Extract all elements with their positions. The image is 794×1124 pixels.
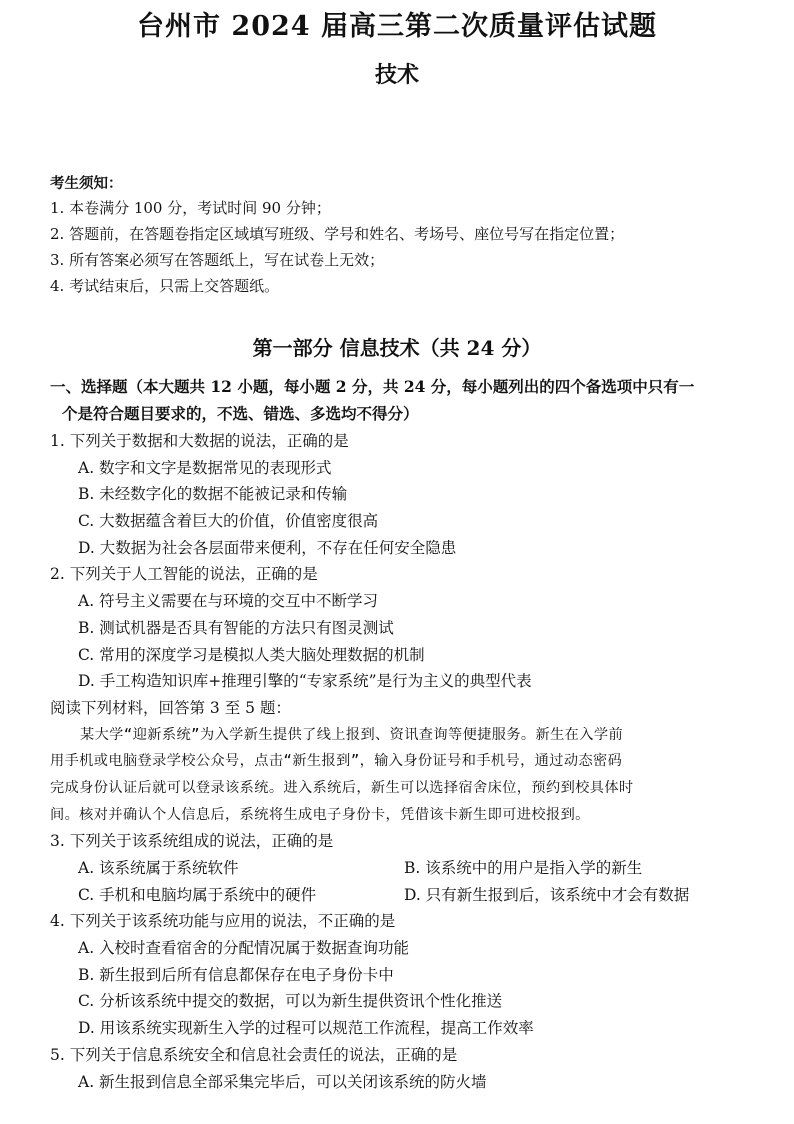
question-option: D. 手工构造知识库+推理引擎的“专家系统”是行为主义的典型代表 xyxy=(78,672,532,691)
reading-passage-line: 完成身份认证后就可以登录该系统。进入系统后，新生可以选择宿舍床位，预约到校具体时 xyxy=(50,779,634,796)
option-row xyxy=(50,855,780,882)
question-stem: 1. 下列关于数据和大数据的说法，正确的是 xyxy=(50,432,349,450)
question-option: D. 大数据为社会各层面带来便利，不存在任何安全隐患 xyxy=(78,538,457,557)
instructions-line: 个是符合题目要求的，不选、错选、多选均不得分） xyxy=(62,404,419,423)
question-option: D. 只有新生报到后，该系统中才会有数据 xyxy=(404,885,690,904)
question-option: B. 未经数字化的数据不能被记录和传输 xyxy=(78,485,348,504)
question-stem: 4. 下列关于该系统功能与应用的说法，不正确的是 xyxy=(50,912,396,931)
reading-passage-line: 间。核对并确认个人信息后，系统将生成电子身份卡，凭借该卡新生即可进校报到。 xyxy=(50,806,590,823)
question-option: C. 大数据蕴含着巨大的价值，价值密度很高 xyxy=(78,512,379,531)
option-row xyxy=(50,882,780,909)
subject-title: 技术 xyxy=(374,62,419,88)
question-option: C. 手机和电脑均属于系统中的硬件 xyxy=(78,885,317,904)
notice-item: 4. 考试结束后，只需上交答题纸。 xyxy=(50,277,280,295)
section-title: 第一部分 信息技术（共 24 分） xyxy=(252,336,542,360)
question-option: D. 用该系统实现新生入学的过程可以规范工作流程，提高工作效率 xyxy=(78,1019,534,1038)
candidate-notice xyxy=(50,173,770,299)
question-option: A. 该系统属于系统软件 xyxy=(78,859,239,877)
question-option: B. 该系统中的用户是指入学的新生 xyxy=(404,859,643,877)
notice-item: 2. 答题前，在答题卷指定区域填写班级、学号和姓名、考场号、座位号写在指定位置； xyxy=(50,225,625,243)
reading-passage-line: 用手机或电脑登录学校公众号，点击“新生报到”，输入身份证号和手机号，通过动态密码 xyxy=(50,753,623,770)
notice-heading: 考生须知： xyxy=(50,175,123,192)
question-option: C. 分析该系统中提交的数据，可以为新生提供资讯个性化推送 xyxy=(78,992,503,1011)
question-stem: 2. 下列关于人工智能的说法，正确的是 xyxy=(50,565,318,584)
question-option: C. 常用的深度学习是模拟人类大脑处理数据的机制 xyxy=(78,645,425,664)
reading-passage-line: 某大学“迎新系统”为入学新生提供了线上报到、资讯查询等便捷服务。新生在入学前 xyxy=(80,726,624,743)
instructions-line: 一、选择题（本大题共 12 小题，每小题 2 分，共 24 分，每小题列出的四个备选项中只有一 xyxy=(50,377,695,396)
reading-intro: 阅读下列材料，回答第 3 至 5 题： xyxy=(50,698,291,717)
question-option: A. 符号主义需要在与环境的交互中不断学习 xyxy=(78,592,379,611)
choice-instructions xyxy=(50,373,778,427)
question-stem: 3. 下列关于该系统组成的说法，正确的是 xyxy=(50,832,334,851)
question-option: A. 数字和文字是数据常见的表现形式 xyxy=(78,458,332,477)
notice-item: 1. 本卷满分 100 分，考试时间 90 分钟； xyxy=(50,199,331,217)
question-list xyxy=(50,428,780,1095)
question-option: B. 测试机器是否具有智能的方法只有图灵测试 xyxy=(78,618,394,637)
notice-item: 3. 所有答案必须写在答题纸上，写在试卷上无效； xyxy=(50,251,385,269)
question-stem: 5. 下列关于信息系统安全和信息社会责任的说法，正确的是 xyxy=(50,1045,458,1064)
exam-title: 台州市 2024 届高三第二次质量评估试题 xyxy=(137,11,657,42)
question-option: A. 新生报到信息全部采集完毕后，可以关闭该系统的防火墙 xyxy=(78,1072,487,1091)
question-option: B. 新生报到后所有信息都保存在电子身份卡中 xyxy=(78,965,394,984)
question-option: A. 入校时查看宿舍的分配情况属于数据查询功能 xyxy=(78,939,410,958)
